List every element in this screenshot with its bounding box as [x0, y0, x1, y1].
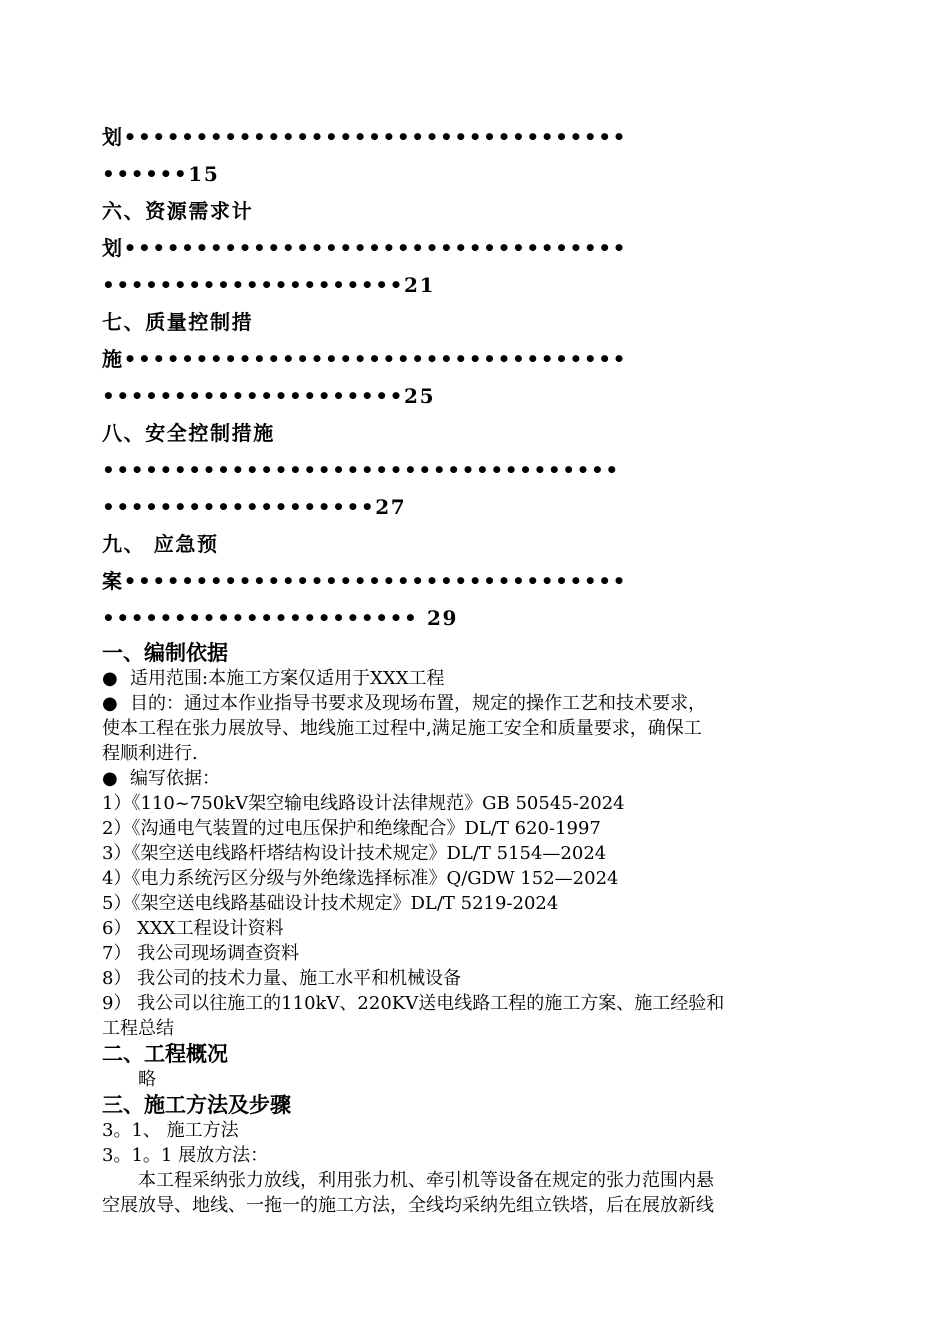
scope-line: ● 适用范围:本施工方案仅适用于XXX工程 [102, 668, 445, 689]
basis-item: 9） 我公司以往施工的110kV、220KV送电线路工程的施工方案、施工经验和 [102, 993, 725, 1014]
bullet-icon: ● [102, 668, 118, 689]
basis-item: 5）《架空送电线路基础设计技术规定》DL/T 5219-2024 [102, 893, 559, 914]
basis-item: 6） XXX工程设计资料 [102, 918, 284, 939]
section-heading: 二、工程概况 [102, 1042, 228, 1066]
section-heading: 一、编制依据 [102, 641, 228, 665]
basis-item: 1）《110~750kV架空输电线路设计法律规范》GB 50545-2024 [102, 793, 625, 814]
basis-item: 3）《架空送电线路杆塔结构设计技术规定》DL/T 5154—2024 [102, 843, 607, 864]
purpose-line: 使本工程在张力展放导、地线施工过程中,满足施工安全和质量要求，确保工 [102, 718, 702, 739]
bullet-icon: ● [102, 768, 118, 789]
toc-line: •••••••••••••••••••••• 29 [102, 606, 459, 630]
purpose-line: ● 目的：通过本作业指导书要求及现场布置，规定的操作工艺和技术要求， [102, 693, 706, 714]
toc-line: 划••••••••••••••••••••••••••••••••••• [102, 125, 628, 149]
subsection-heading: 3。1、 施工方法 [102, 1120, 239, 1141]
toc-line: 八、安全控制措施 [102, 421, 275, 445]
toc-line: 七、质量控制措 [102, 310, 254, 334]
paragraph-line: 空展放导、地线、一拖一的施工方法，全线均采纳先组立铁塔，后在展放新线 [102, 1195, 714, 1216]
toc-line: •••••••••••••••••••••25 [102, 384, 436, 408]
toc-line: 六、资源需求计 [102, 199, 254, 223]
basis-label-line: ● 编写依据： [102, 768, 220, 789]
toc-line: •••••••••••••••••••••21 [102, 273, 436, 297]
document-body [102, 640, 862, 1218]
toc-line: ••••••15 [102, 162, 220, 186]
basis-item: 7） 我公司现场调查资料 [102, 943, 300, 964]
toc-line: •••••••••••••••••••27 [102, 495, 407, 519]
basis-item: 2）《沟通电气装置的过电压保护和绝缘配合》DL/T 620-1997 [102, 818, 601, 839]
section-heading: 三、施工方法及步骤 [102, 1093, 291, 1117]
basis-item: 工程总结 [102, 1018, 174, 1039]
purpose-line: 程顺利进行. [102, 743, 198, 764]
bullet-icon: ● [102, 693, 118, 714]
toc-line: 施••••••••••••••••••••••••••••••••••• [102, 347, 628, 371]
basis-item: 4）《电力系统污区分级与外绝缘选择标准》Q/GDW 152—2024 [102, 868, 619, 889]
paragraph-line: 本工程采纳张力放线，利用张力机、牵引机等设备在规定的张力范围内悬 [138, 1170, 714, 1191]
toc-line: 划••••••••••••••••••••••••••••••••••• [102, 236, 628, 260]
basis-item: 8） 我公司的技术力量、施工水平和机械设备 [102, 968, 462, 989]
overview-content: 略 [138, 1069, 156, 1090]
toc-line: 九、 应急预 [102, 532, 219, 556]
toc-line: 案••••••••••••••••••••••••••••••••••• [102, 569, 628, 593]
subsection-heading: 3。1。1 展放方法： [102, 1145, 269, 1166]
toc-line: •••••••••••••••••••••••••••••••••••• [102, 458, 620, 482]
